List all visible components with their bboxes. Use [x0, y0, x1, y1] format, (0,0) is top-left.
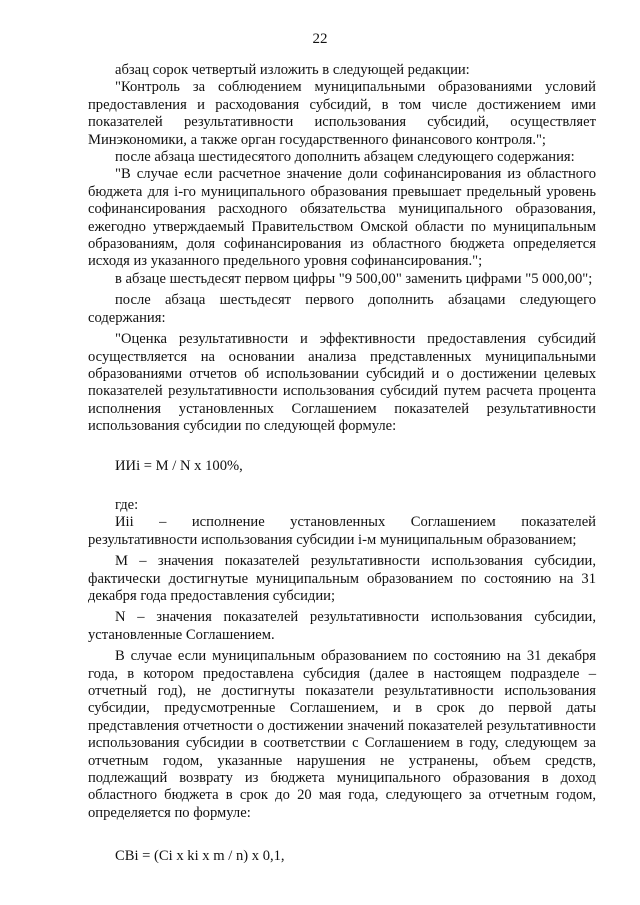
paragraph-refund: В случае если муниципальным образованием по состоянию на 31 декабря года, в котором предоставлена субсидия (далее в настоящем подразделе – отчетный год), не достигнуты показатели результативности использования субсидии, предусмотренные Соглашением, и в срок до первой даты представления отчетности о достижении значений показателей результативности использования субсидии в соответствии с Соглашением в году, следующем за отчетным годом, указанные нарушения не устранены, объем средств, подлежащий возврату из бюджета муниципального образования в доход областного бюджета в срок до 20 мая года, следующего за отчетным годом, определяется по формуле:	[88, 648, 596, 821]
definition-n: N – значения показателей результативности использования субсидии, установленные Соглашением.	[88, 609, 596, 643]
formula-refund: СВi = (Ci x ki x m / n) x 0,1,	[115, 848, 285, 865]
where-label: где:	[115, 496, 139, 513]
paragraph-evaluation-quote: "Оценка результативности и эффективности предоставления субсидий осуществляется на основании анализа представленных муниципальными образованиями отчетов об использовании субсидий и о достижении целевых показателей результативности использования субсидий путем расчета процента исполнения установленных Соглашением показателей результативности использования субсидии по следующей формуле:	[88, 331, 596, 435]
paragraph-control-quote: "Контроль за соблюдением муниципальными образованиями условий предоставления и расходования субсидий, в том числе достижением ими показателей результативности использования субсидий, осуществляет Минэкономики, а также орган государственного финансового контроля.";	[88, 79, 596, 148]
definition-m: M – значения показателей результативности использования субсидии, фактически достигнутые муниципальным образованием по состоянию на 31 декабря года предоставления субсидии;	[88, 553, 596, 604]
page-number: 22	[312, 31, 328, 47]
paragraph-replace-figures: в абзаце шестьдесят первом цифры "9 500,00" заменить цифрами "5 000,00";	[115, 270, 593, 287]
paragraph-intro: абзац сорок четвертый изложить в следующей редакции:	[115, 62, 470, 78]
paragraph-add-after-sixty-first: после абзаца шестьдесят первого дополнить абзацами следующего содержания:	[88, 292, 596, 326]
document-body	[88, 62, 596, 866]
formula-performance: ИИi = M / N x 100%,	[115, 457, 243, 474]
paragraph-after-sixtieth: после абзаца шестидесятого дополнить абзацем следующего содержания:	[115, 149, 575, 166]
paragraph-cofinancing-quote: "В случае если расчетное значение доли софинансирования из областного бюджета для i-го муниципального образования превышает предельный уровень софинансирования расходного обязательства муниципального образования, ежегодно утверждаемый Правительством Омской области по муниципальным образованиям, доля софинансирования из областного бюджета определяется исходя из указанного предельного уровня софинансирования.";	[88, 166, 596, 270]
definition-iii: Иіi – исполнение установленных Соглашением показателей результативности использования субсидии i-м муниципальным образованием;	[88, 514, 596, 548]
